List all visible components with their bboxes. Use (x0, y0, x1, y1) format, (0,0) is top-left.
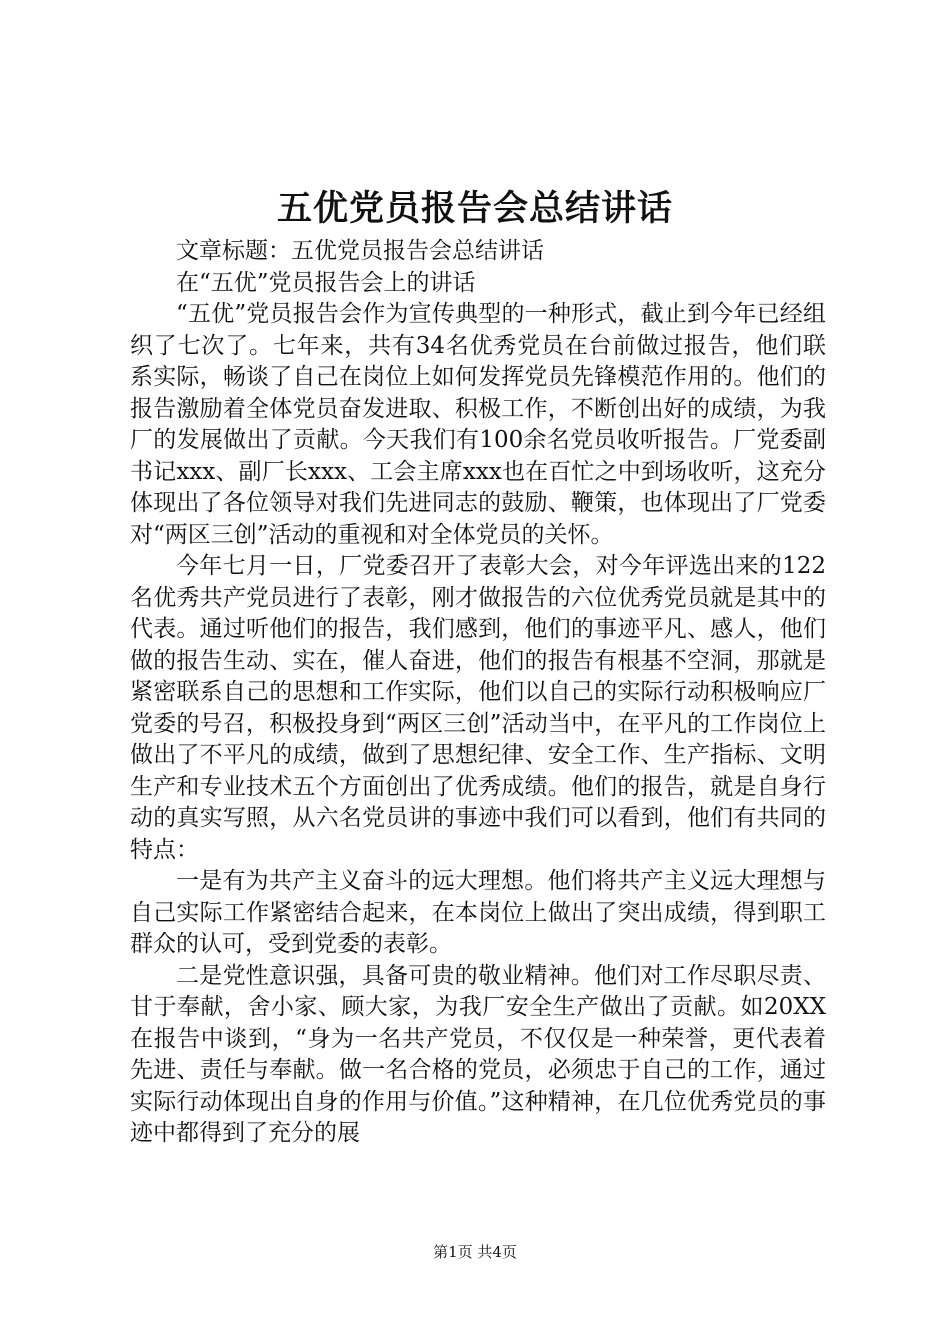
paragraph-point-two: 二是党性意识强，具备可贵的敬业精神。他们对工作尽职尽责、甘于奉献，舍小家、顾大家，为我厂安全生产做出了贡献。如20XX在报告中谈到，“身为一名共产党员，不仅仅是一种荣誉，更代表着先进、责任与奉献。做一名合格的党员，必须忠于自己的工作，通过实际行动体现出自身的作用与价值。”这种精神，在几位优秀党员的事迹中都得到了充分的展 (130, 962, 826, 1146)
paragraph-article-title: 文章标题：五优党员报告会总结讲话 (176, 238, 544, 264)
paragraph-intro: “五优”党员报告会作为宣传典型的一种形式，截止到今年已经组织了七次了。七年来，共有34名优秀党员在台前做过报告，他们联系实际，畅谈了自己在岗位上如何发挥党员先锋模范作用的。他们的报告激励着全体党员奋发进取、积极工作，不断创出好的成绩，为我厂的发展做出了贡献。今天我们有100余名党员收听报告。厂党委副书记xxx、副厂长xxx、工会主席xxx也在百忙之中到场收听，这充分体现出了各位领导对我们先进同志的鼓励、鞭策，也体现出了厂党委对“两区三创”活动的重视和对全体党员的关怀。 (130, 301, 826, 548)
page-number-footer: 第1页 共4页 (433, 1243, 517, 1261)
document-title: 五优党员报告会总结讲话 (276, 188, 673, 229)
paragraph-speech-heading: 在“五优”党员报告会上的讲话 (176, 269, 476, 296)
paragraph-point-one: 一是有为共产主义奋斗的远大理想。他们将共产主义远大理想与自己实际工作紧密结合起来，在本岗位上做出了突出成绩，得到职工群众的认可，受到党委的表彰。 (130, 868, 826, 957)
paragraph-commendation: 今年七月一日，厂党委召开了表彰大会，对今年评选出来的122名优秀共产党员进行了表彰，刚才做报告的六位优秀党员就是其中的代表。通过听他们的报告，我们感到，他们的事迹平凡、感人，他们做的报告生动、实在，催人奋进，他们的报告有根基不空洞，那就是紧密联系自己的思想和工作实际，他们以自己的实际行动积极响应厂党委的号召，积极投身到“两区三创”活动当中，在平凡的工作岗位上做出了不平凡的成绩，做到了思想纪律、安全工作、生产指标、文明生产和专业技术五个方面创出了优秀成绩。他们的报告，就是自身行动的真实写照，从六名党员讲的事迹中我们可以看到，他们有共同的特点： (130, 553, 826, 863)
document-body (130, 236, 826, 1150)
